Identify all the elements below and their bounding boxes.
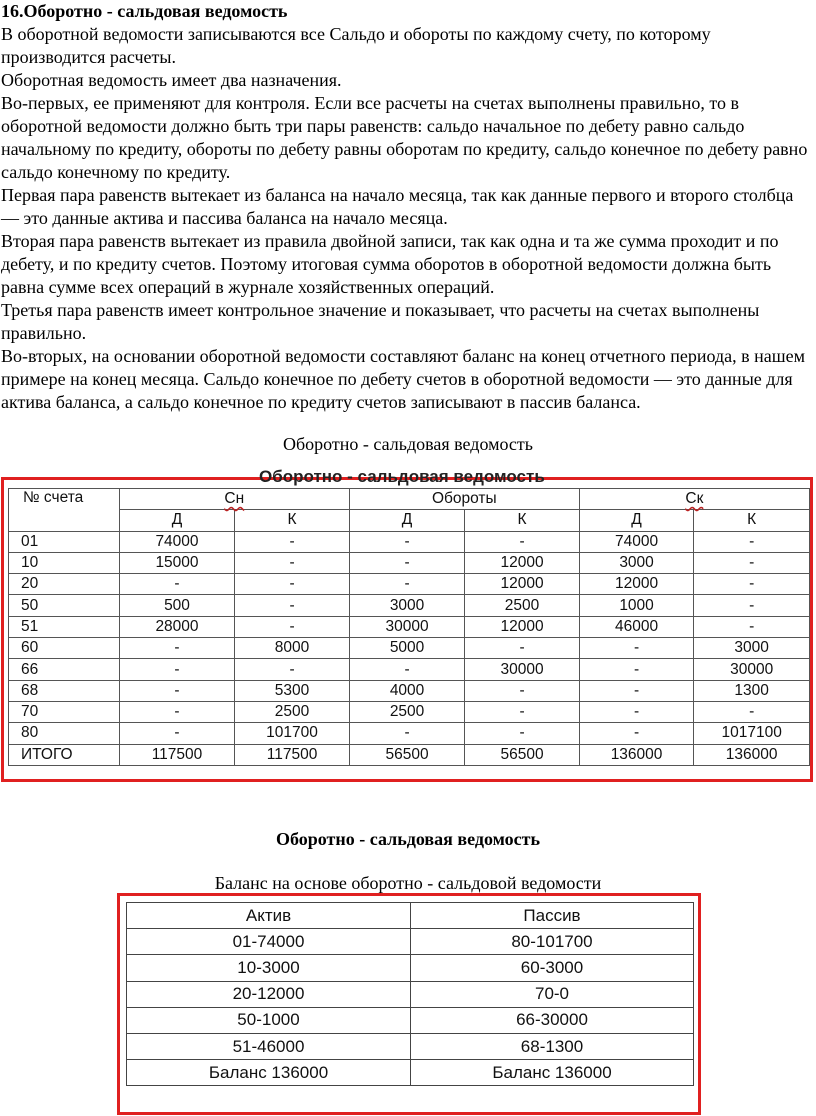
amount-cell: - — [694, 574, 810, 595]
amount-cell: 1000 — [579, 595, 694, 616]
amount-cell: 12000 — [465, 552, 579, 573]
table-row — [127, 1007, 694, 1033]
amount-cell: 5300 — [235, 680, 350, 701]
subcolumn-header: К — [235, 510, 350, 531]
table-row — [9, 701, 810, 722]
cropped-table-title: Оборотно - сальдовая ведомость — [259, 467, 545, 486]
amount-cell: - — [694, 531, 810, 552]
subcolumn-header: Д — [579, 510, 694, 531]
account-number-cell: 68 — [9, 680, 120, 701]
amount-cell: - — [349, 659, 464, 680]
amount-cell: 74000 — [579, 531, 694, 552]
amount-cell: - — [694, 595, 810, 616]
amount-cell: - — [349, 531, 464, 552]
account-number-cell: 20 — [9, 574, 120, 595]
turnover-table — [8, 488, 810, 766]
balance-table — [126, 902, 694, 1086]
amount-cell: 2500 — [235, 701, 350, 722]
group-header-opening-balance: Сн — [119, 489, 349, 510]
document-body — [1, 0, 813, 414]
account-number-cell: 66 — [9, 659, 120, 680]
section-heading: 16.Оборотно - сальдовая ведомость — [1, 1, 288, 21]
amount-cell: - — [349, 552, 464, 573]
amount-cell: 46000 — [579, 616, 694, 637]
amount-cell: 12000 — [579, 574, 694, 595]
amount-cell: 74000 — [119, 531, 235, 552]
table-row — [9, 574, 810, 595]
amount-cell: - — [579, 701, 694, 722]
paragraph: Третья пара равенств имеет контрольное значение и показывает, что расчеты на счетах выполнены правильно. — [1, 300, 760, 343]
amount-cell: - — [465, 531, 579, 552]
amount-cell: 4000 — [349, 680, 464, 701]
balance-table-frame — [117, 893, 701, 1115]
balance-caption: Баланс на основе оборотно - сальдовой ведомости — [214, 873, 602, 893]
amount-cell: 5000 — [349, 638, 464, 659]
account-number-cell: 50 — [9, 595, 120, 616]
group-header-closing-balance: Ск — [579, 489, 809, 510]
amount-cell: - — [694, 616, 810, 637]
amount-cell: - — [579, 723, 694, 744]
liability-cell: 68-1300 — [411, 1033, 694, 1059]
account-number-cell: 10 — [9, 552, 120, 573]
amount-cell: 28000 — [119, 616, 235, 637]
subcolumn-header: К — [465, 510, 579, 531]
amount-cell: - — [465, 680, 579, 701]
asset-cell: 01-74000 — [127, 929, 411, 955]
amount-cell: - — [694, 552, 810, 573]
amount-cell: 136000 — [694, 744, 810, 765]
subcolumn-header: Д — [119, 510, 235, 531]
amount-cell: - — [349, 574, 464, 595]
subcolumn-header: К — [694, 510, 810, 531]
table-row — [127, 1033, 694, 1059]
asset-cell: 20-12000 — [127, 981, 411, 1007]
amount-cell: 15000 — [119, 552, 235, 573]
paragraph: Оборотная ведомость имеет два назначения. — [1, 70, 342, 90]
account-number-cell: 51 — [9, 616, 120, 637]
amount-cell: - — [235, 595, 350, 616]
paragraph: В оборотной ведомости записываются все Сальдо и обороты по каждому счету, по которому производится расчеты. — [1, 24, 711, 67]
turnover-table-frame — [1, 467, 813, 782]
paragraph: Первая пара равенств вытекает из баланса на начало месяца, так как данные первого и второго столбца — это данные актива и пассива баланса на начало месяца. — [1, 185, 794, 228]
amount-cell: 3000 — [349, 595, 464, 616]
amount-cell: - — [579, 638, 694, 659]
amount-cell: - — [694, 701, 810, 722]
liability-cell: 70-0 — [411, 981, 694, 1007]
amount-cell: - — [119, 574, 235, 595]
amount-cell: 2500 — [349, 701, 464, 722]
subcolumn-header: Д — [349, 510, 464, 531]
amount-cell: 56500 — [465, 744, 579, 765]
amount-cell: 30000 — [465, 659, 579, 680]
amount-cell: 3000 — [579, 552, 694, 573]
table-row — [9, 531, 810, 552]
table-row — [9, 744, 810, 765]
amount-cell: 117500 — [235, 744, 350, 765]
asset-cell: Баланс 136000 — [127, 1060, 411, 1086]
amount-cell: 12000 — [465, 574, 579, 595]
amount-cell: 30000 — [694, 659, 810, 680]
amount-cell: - — [235, 552, 350, 573]
amount-cell: - — [579, 659, 694, 680]
amount-cell: - — [465, 701, 579, 722]
amount-cell: - — [235, 659, 350, 680]
liability-cell: 66-30000 — [411, 1007, 694, 1033]
table-row — [9, 638, 810, 659]
table-row — [127, 981, 694, 1007]
amount-cell: 8000 — [235, 638, 350, 659]
amount-cell: 12000 — [465, 616, 579, 637]
column-header-liabilities: Пассив — [411, 903, 694, 929]
amount-cell: 101700 — [235, 723, 350, 744]
column-header-assets: Актив — [127, 903, 411, 929]
table-row — [9, 680, 810, 701]
liability-cell: 60-3000 — [411, 955, 694, 981]
paragraph: Во-вторых, на основании оборотной ведомости составляют баланс на конец отчетного периода, в нашем примере на конец месяца. Сальдо конечное по дебету счетов в оборотной ведомости — это данные для актива баланса, а сальдо конечное по кредиту счетов записывают в пассив баланса. — [1, 346, 806, 412]
bold-caption: Оборотно - сальдовая ведомость — [276, 829, 540, 849]
account-number-cell: ИТОГО — [9, 744, 120, 765]
table-row — [9, 595, 810, 616]
table-row — [9, 616, 810, 637]
amount-cell: - — [119, 723, 235, 744]
amount-cell: - — [119, 680, 235, 701]
table-row — [127, 1060, 694, 1086]
amount-cell: 1017100 — [694, 723, 810, 744]
amount-cell: - — [235, 616, 350, 637]
amount-cell: - — [235, 574, 350, 595]
amount-cell: 3000 — [694, 638, 810, 659]
table-row — [9, 552, 810, 573]
amount-cell: - — [579, 680, 694, 701]
account-number-cell: 70 — [9, 701, 120, 722]
column-header-account: № счета — [9, 489, 120, 532]
amount-cell: 136000 — [579, 744, 694, 765]
amount-cell: 1300 — [694, 680, 810, 701]
table-row — [127, 955, 694, 981]
amount-cell: - — [349, 723, 464, 744]
amount-cell: - — [465, 723, 579, 744]
amount-cell: 2500 — [465, 595, 579, 616]
liability-cell: Баланс 136000 — [411, 1060, 694, 1086]
account-number-cell: 60 — [9, 638, 120, 659]
table-caption: Оборотно - сальдовая ведомость — [282, 434, 533, 454]
asset-cell: 50-1000 — [127, 1007, 411, 1033]
account-number-cell: 01 — [9, 531, 120, 552]
table-row — [9, 659, 810, 680]
amount-cell: - — [235, 531, 350, 552]
paragraph: Вторая пара равенств вытекает из правила двойной записи, так как одна и та же сумма проходит и по дебету, и по кредиту счетов. Поэтому итоговая сумма оборотов в оборотной ведомости должна быть равна сумме всех операций в журнале хозяйственных операций. — [1, 231, 779, 297]
amount-cell: - — [465, 638, 579, 659]
amount-cell: - — [119, 701, 235, 722]
amount-cell: - — [119, 638, 235, 659]
amount-cell: 56500 — [349, 744, 464, 765]
amount-cell: 117500 — [119, 744, 235, 765]
amount-cell: 30000 — [349, 616, 464, 637]
asset-cell: 51-46000 — [127, 1033, 411, 1059]
liability-cell: 80-101700 — [411, 929, 694, 955]
table-row — [9, 723, 810, 744]
amount-cell: - — [119, 659, 235, 680]
group-header-turnover: Обороты — [349, 489, 579, 510]
account-number-cell: 80 — [9, 723, 120, 744]
table-row — [127, 929, 694, 955]
paragraph: Во-первых, ее применяют для контроля. Если все расчеты на счетах выполнены правильно, то в оборотной ведомости должно быть три пары равенств: сальдо начальное по дебету равно сальдо начальному по кредиту, обороты по дебету равны оборотам по кредиту, сальдо конечное по дебету равно сальдо конечному по кредиту. — [1, 93, 808, 182]
amount-cell: 500 — [119, 595, 235, 616]
asset-cell: 10-3000 — [127, 955, 411, 981]
